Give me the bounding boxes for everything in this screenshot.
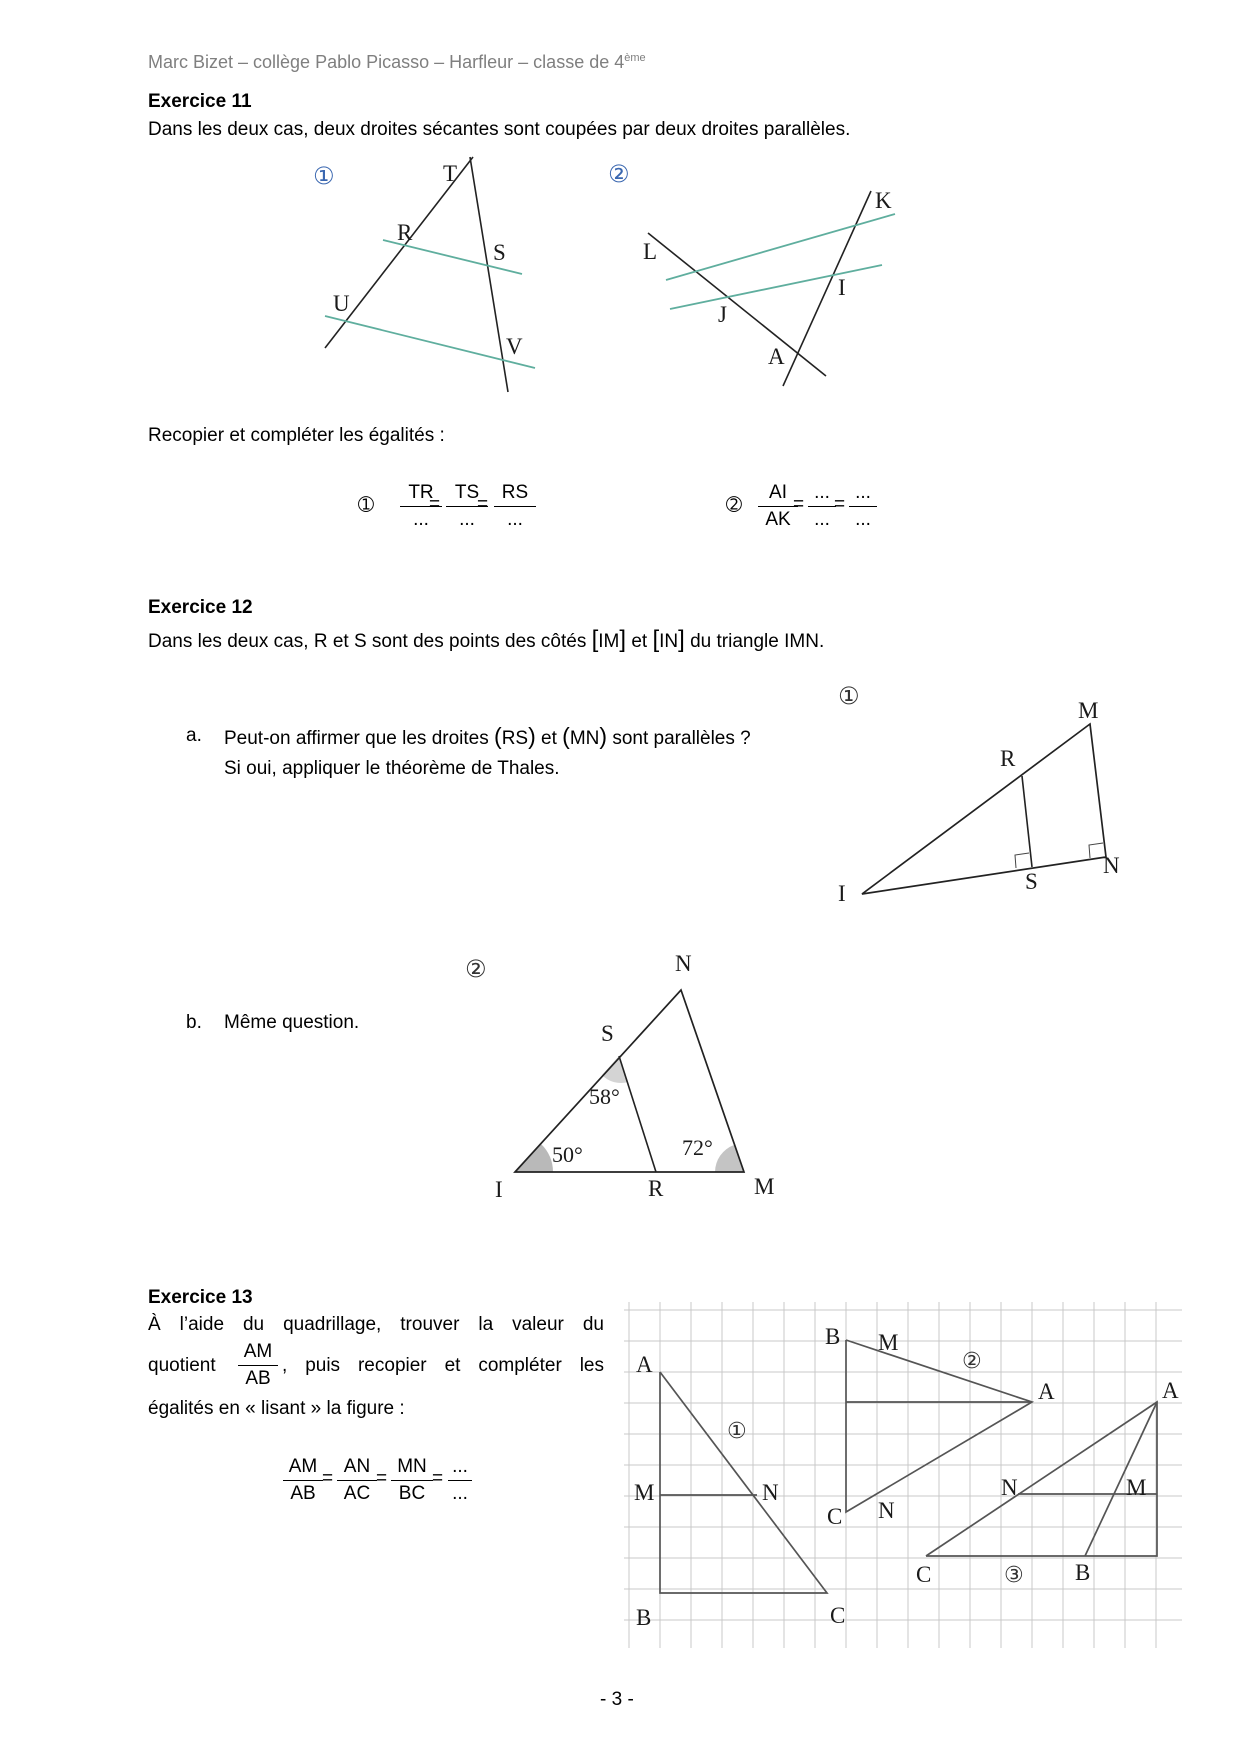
eq2-frac-3-num: ...	[849, 482, 877, 507]
ex12-intro-p5: du triangle	[684, 631, 785, 652]
ex12-intro-p1: Dans les deux cas,	[148, 631, 314, 652]
ex13-line2-rest	[282, 1354, 604, 1378]
ex12-fig1-label-I: I	[838, 881, 846, 906]
ex13-fig1-number: ①	[727, 1419, 747, 1444]
ex12-qa-letter: a.	[186, 725, 202, 746]
ex13-f3-A: A	[1162, 1378, 1179, 1403]
eq2-frac-2-num: ...	[808, 482, 836, 507]
label-T: T	[443, 161, 458, 186]
ex13-l1-w7: valeur	[512, 1314, 564, 1335]
ex13-fig2-number: ②	[962, 1349, 982, 1374]
ex13-fig3-number: ③	[1004, 1563, 1024, 1588]
eq2-marker: ➁	[726, 494, 742, 516]
qa-RS: RS	[501, 728, 529, 749]
ex13-f1-M: M	[634, 1480, 655, 1505]
ex12-intro-IM: IM	[598, 631, 620, 652]
ex13-f2-N: N	[878, 1498, 895, 1523]
eq1-equal-1: =	[429, 494, 441, 515]
ex12-fig2-label-N: N	[675, 951, 692, 976]
eq2-frac-2	[808, 482, 836, 531]
ex13-frac-1-den: AB	[290, 1483, 316, 1504]
eq2-frac-1-den: AK	[765, 509, 791, 530]
ex12-qa-line1: Peut-on affirmer que les droites (RS) et (MN) sont parallèles ?	[224, 723, 751, 749]
eq1-frac-1-num: TR	[400, 482, 442, 507]
ex12-intro-IN: IN	[659, 631, 679, 652]
ex13-l2-w4: et	[444, 1355, 461, 1376]
ex12-fig1-label-N: N	[1103, 853, 1120, 878]
ex11-fig2-parallel-JI	[670, 265, 882, 309]
eq1-equal-2: =	[477, 494, 489, 515]
ex13-f2-A: A	[1038, 1379, 1055, 1404]
ex12-intro-p3: sont des points des côtés	[366, 631, 592, 652]
ex13-equal-3: =	[432, 1468, 444, 1489]
page-number: - 3 -	[600, 1689, 634, 1710]
ex13-l1-w6: la	[478, 1314, 494, 1335]
ex13-l1-w5: trouver	[400, 1314, 460, 1335]
ex13-l2-w5: compléter	[478, 1355, 562, 1376]
eq1-frac-2-den: ...	[459, 509, 475, 530]
ex12-fig2-label-S: S	[601, 1021, 614, 1046]
ex13-grid-figure	[624, 1302, 1182, 1648]
ex13-fig2	[825, 1324, 1055, 1529]
label-V: V	[506, 334, 523, 359]
ex13-f2-C: C	[827, 1504, 843, 1529]
ex13-l1-w8: du	[582, 1314, 604, 1335]
ex13-frac-4-num: ...	[448, 1456, 472, 1481]
ex13-f1-N: N	[762, 1480, 779, 1505]
ex13-frac-3-den: BC	[398, 1483, 426, 1504]
header-text: Marc Bizet – collège Pablo Picasso – Harfleur – classe de 4	[148, 52, 625, 72]
ex13-line1	[148, 1313, 604, 1337]
eq1-frac-3	[494, 482, 536, 531]
ex11-intro: Dans les deux cas, deux droites sécantes sont coupées par deux droites parallèles.	[148, 119, 851, 140]
ex12-fig1-label-M: M	[1078, 698, 1099, 723]
eq1-frac-2-num: TS	[446, 482, 488, 507]
eq2-equal-2: =	[834, 494, 846, 515]
ex13-line3: égalités en « lisant » la figure :	[148, 1398, 405, 1419]
ex13-frac-1-num: AM	[283, 1456, 323, 1481]
ex12-intro-S: S	[353, 631, 367, 652]
ex13-f1-B: B	[636, 1605, 652, 1630]
eq1-frac-3-num: RS	[494, 482, 536, 507]
ex13-quotient-num: AM	[238, 1341, 278, 1366]
eq2-frac-2-den: ...	[814, 509, 830, 530]
ex13-frac-4	[448, 1456, 472, 1505]
ex12-intro-IMN: IMN	[784, 631, 819, 652]
label-L: L	[643, 239, 658, 264]
ex13-l2-w2: puis	[305, 1355, 341, 1376]
ex12-fig2-label-M: M	[754, 1174, 775, 1199]
ex13-frac-2-num: AN	[337, 1456, 377, 1481]
ex13-grid	[624, 1302, 1182, 1648]
ex13-fig1-triangle	[660, 1372, 827, 1593]
ex13-f3-N: N	[1001, 1475, 1018, 1500]
ex13-title: Exercice 13	[148, 1287, 253, 1308]
ex13-frac-2-den: AC	[343, 1483, 371, 1504]
ex12-figures	[0, 660, 1240, 1220]
ex12-fig1	[838, 682, 1120, 906]
eq1-frac-3-den: ...	[507, 509, 523, 530]
eq2-frac-3-den: ...	[855, 509, 871, 530]
label-A: A	[768, 344, 785, 369]
qa-MN: MN	[569, 728, 600, 749]
ex13-equal-1: =	[322, 1468, 334, 1489]
ex12-fig2-label-I: I	[495, 1177, 503, 1202]
ex12-fig2-angle-58: 58°	[589, 1084, 620, 1109]
ex12-intro: Dans les deux cas, R et S sont des points des côtés [IM] et [IN] du triangle IMN.	[148, 626, 825, 653]
ex12-fig2-label-R: R	[648, 1176, 664, 1201]
ex13-l2-w6: les	[579, 1355, 604, 1376]
eq2-frac-1-num: AI	[758, 482, 798, 507]
ex12-fig2-segment-SR	[619, 1056, 656, 1172]
ex13-l2-w3: recopier	[357, 1355, 427, 1376]
ex12-fig1-right-angle-S	[1015, 853, 1029, 868]
ex13-l2-w1: ,	[282, 1355, 288, 1376]
eq1-marker: ➀	[358, 494, 374, 516]
ex13-equal-2: =	[376, 1468, 388, 1489]
ex13-frac-3-num: MN	[391, 1456, 433, 1481]
ex13-f3-M: M	[1126, 1475, 1147, 1500]
ex13-quotient	[238, 1341, 278, 1390]
ex12-qb-text: Même question.	[224, 1012, 360, 1033]
ex13-frac-1	[283, 1456, 323, 1505]
ex12-fig1-label-R: R	[1000, 746, 1016, 771]
label-S: S	[493, 240, 506, 265]
label-I: I	[838, 275, 846, 300]
ex12-fig1-right-angle-N	[1089, 843, 1103, 858]
ex12-intro-p6: .	[818, 631, 825, 652]
ex12-intro-R: R	[313, 631, 328, 652]
ex13-f2-M: M	[878, 1330, 899, 1355]
ex12-fig1-triangle	[862, 724, 1106, 894]
ex12-title: Exercice 12	[148, 597, 253, 618]
ex12-fig2-angle-50: 50°	[552, 1142, 583, 1167]
ex12-fig2	[465, 951, 774, 1202]
ex11-title: Exercice 11	[148, 91, 252, 112]
eq2-frac-3	[849, 482, 877, 531]
ex11-fig1	[313, 157, 535, 392]
label-K: K	[875, 188, 892, 213]
ex13-line2-pre: quotient	[148, 1355, 216, 1376]
ex13-fig3	[916, 1378, 1179, 1588]
ex11-instruction: Recopier et compléter les égalités :	[148, 425, 445, 446]
ex11-fig1-number: ①	[313, 162, 335, 190]
ex11-fig2	[608, 160, 895, 386]
ex12-fig1-number: ①	[838, 682, 860, 710]
ex11-fig1-parallel-UV	[325, 316, 535, 368]
ex11-fig2-number: ②	[608, 160, 630, 188]
ex12-fig2-number: ②	[465, 955, 487, 983]
ex13-l1-w4: quadrillage,	[283, 1314, 382, 1335]
ex11-fig2-line-KA	[783, 191, 871, 386]
eq2-frac-1	[758, 482, 798, 531]
ex13-f2-B: B	[825, 1324, 841, 1349]
ex13-l1-w2: l’aide	[179, 1314, 225, 1335]
ex13-quotient-den: AB	[245, 1368, 271, 1389]
ex13-l1-w3: du	[242, 1314, 265, 1335]
ex13-f1-C: C	[830, 1603, 846, 1628]
eq2-equal-1: =	[793, 494, 805, 515]
ex12-qb-letter: b.	[186, 1012, 202, 1033]
ex13-f1-A: A	[636, 1352, 653, 1377]
header-sup: ème	[624, 52, 646, 64]
qa-line1-b: et	[535, 728, 563, 749]
qa-line1-c: sont parallèles ?	[607, 728, 751, 749]
ex13-frac-3	[391, 1456, 433, 1505]
ex13-l1-w1: À	[148, 1314, 161, 1335]
ex13-frac-2	[337, 1456, 377, 1505]
ex12-intro-p4: et	[626, 631, 653, 652]
ex13-f3-C: C	[916, 1562, 932, 1587]
ex11-fig2-line-LA	[648, 233, 826, 376]
ex12-fig1-label-S: S	[1025, 869, 1038, 894]
qa-line1-a: Peut-on affirmer que les droites	[224, 728, 495, 749]
ex12-fig2-angle-72: 72°	[682, 1135, 713, 1160]
ex13-f3-B: B	[1075, 1560, 1091, 1585]
ex13-frac-4-den: ...	[452, 1483, 468, 1504]
ex13-fig3-triangle	[926, 1402, 1157, 1556]
label-J: J	[718, 302, 727, 327]
ex12-intro-p2: et	[327, 631, 354, 652]
ex13-fig1	[634, 1352, 845, 1630]
label-U: U	[333, 291, 350, 316]
ex12-qa-line2: Si oui, appliquer le théorème de Thales.	[224, 758, 560, 779]
label-R: R	[397, 220, 413, 245]
eq1-frac-1-den: ...	[413, 509, 429, 530]
ex12-fig2-angle-I-fill	[515, 1144, 553, 1172]
ex11-figures	[0, 0, 1240, 400]
